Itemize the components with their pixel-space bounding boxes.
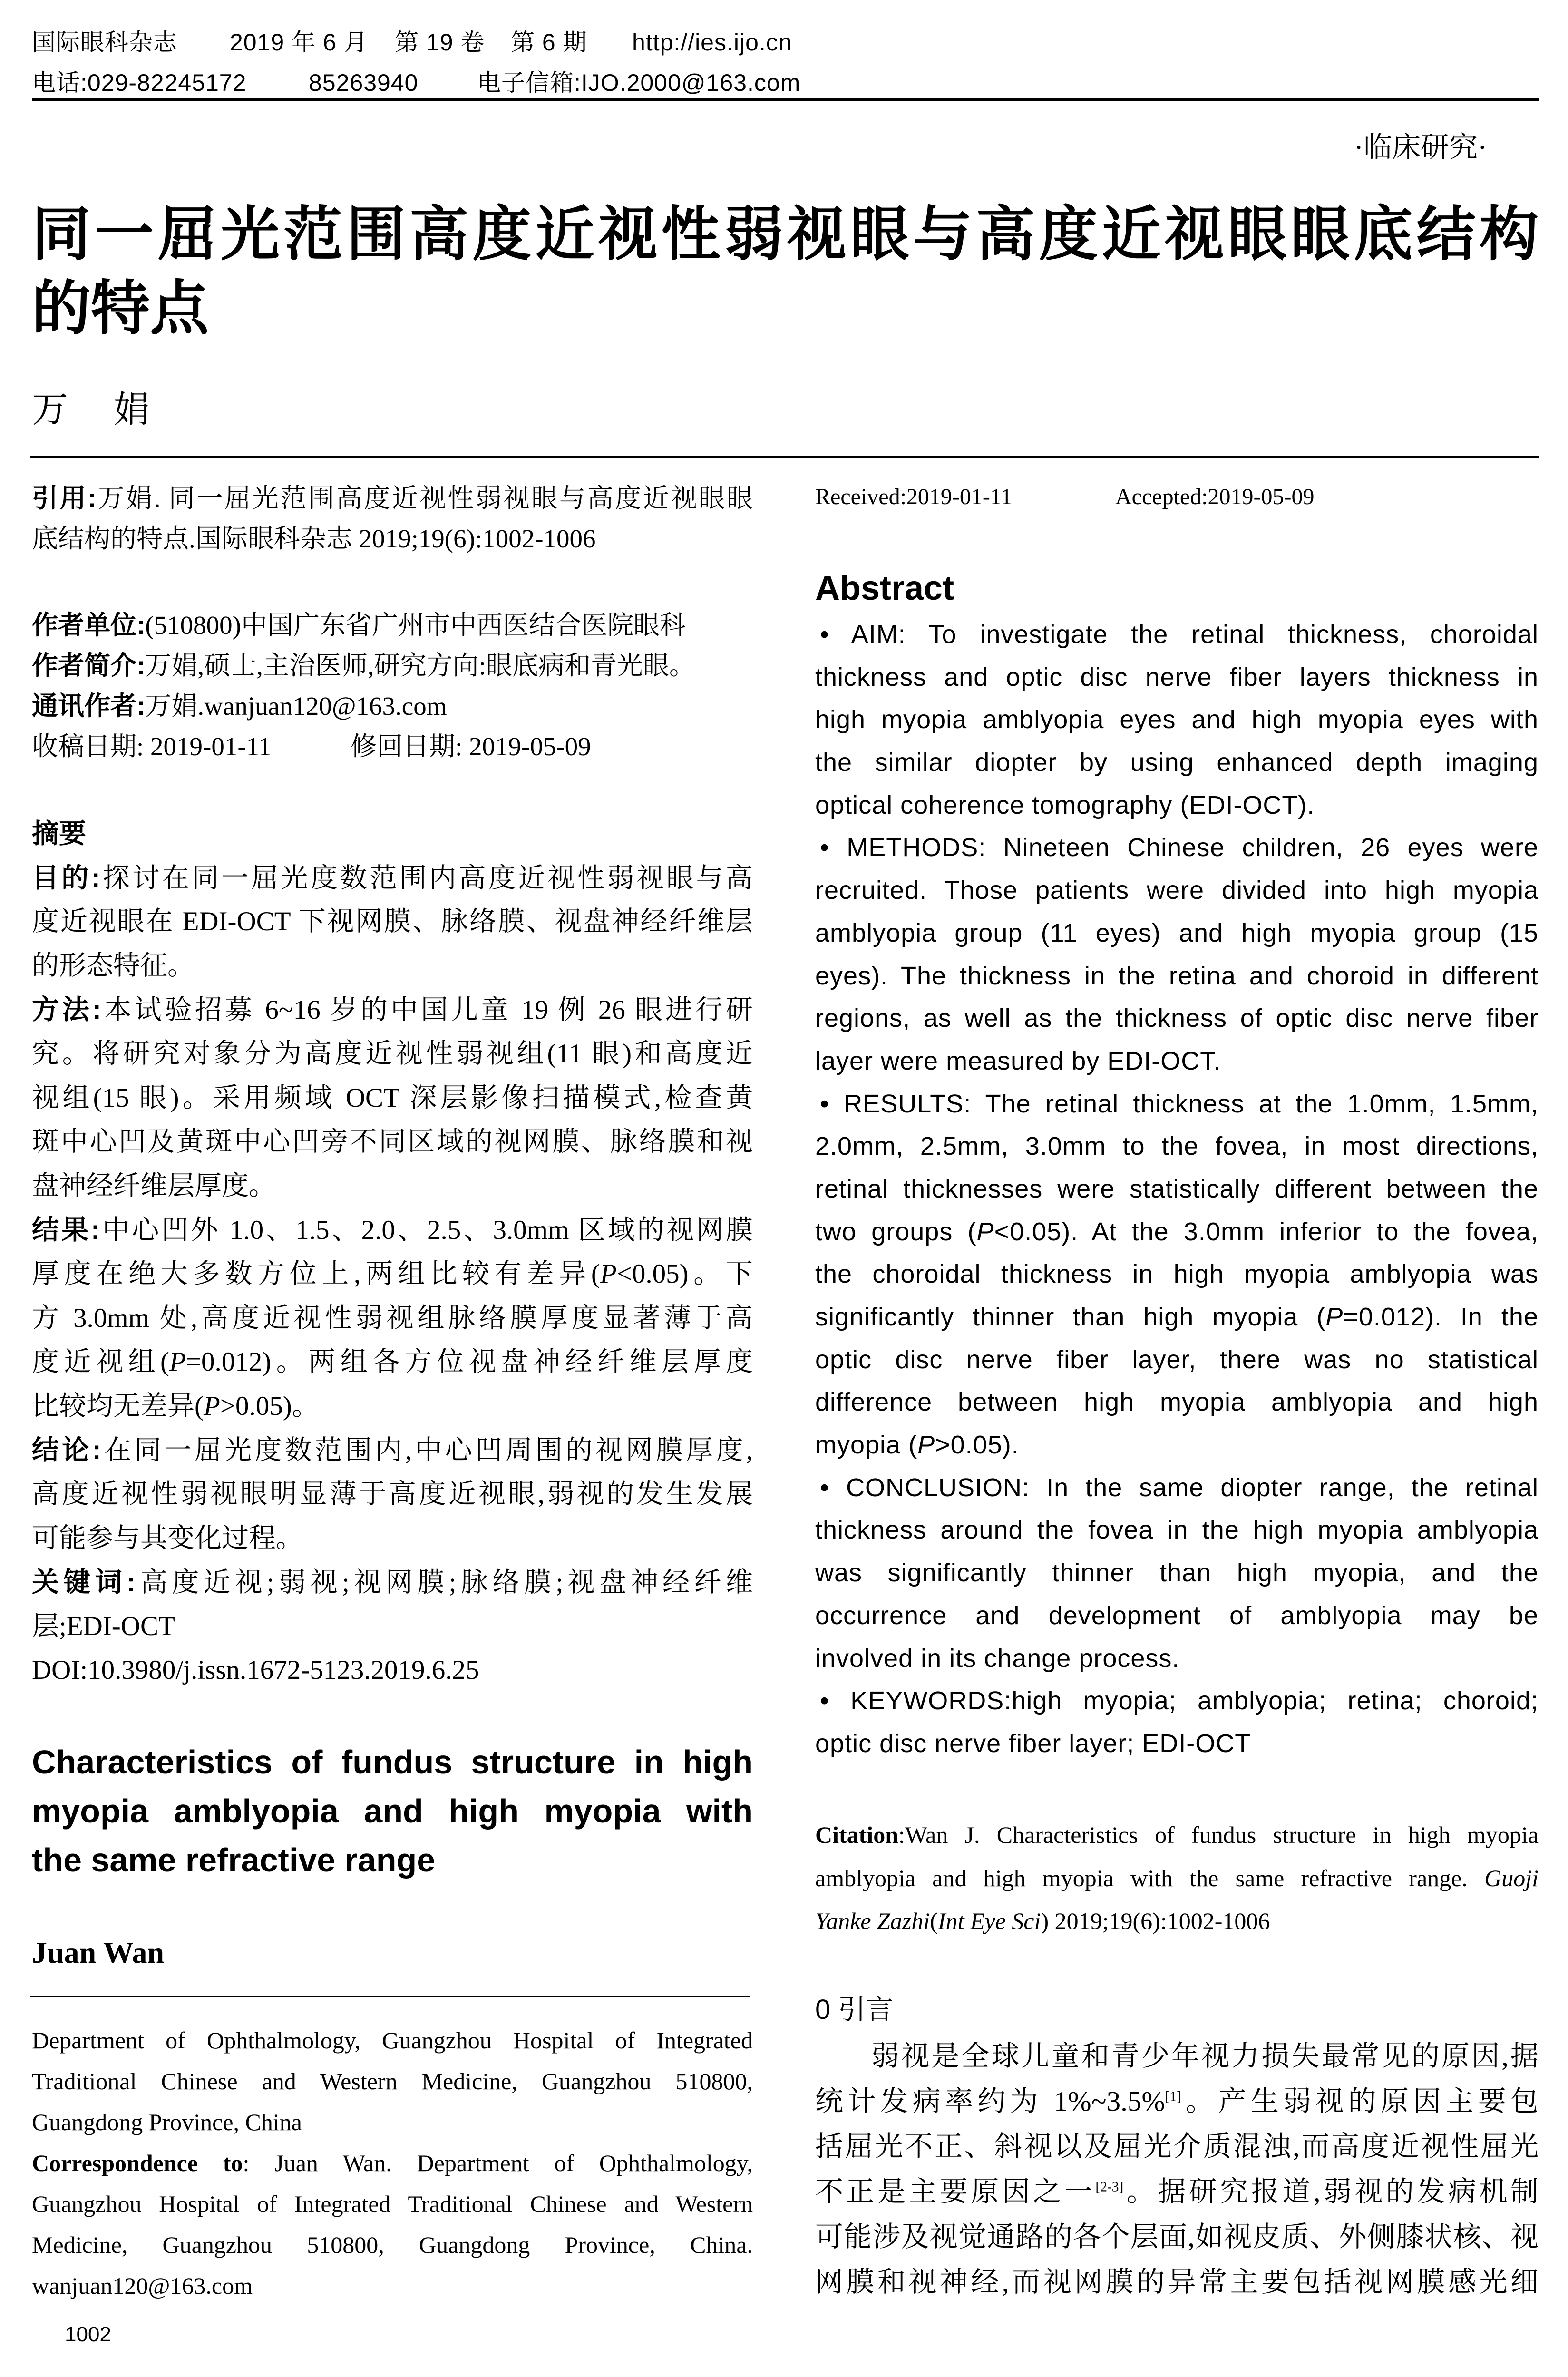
text-span: 视组(15 眼)。采用频域 OCT 深层影像扫描模式,检查黄 <box>32 1082 753 1113</box>
text-line <box>32 1605 753 1649</box>
text-span: optic disc nerve fiber layer; EDI-OCT <box>815 1729 1251 1758</box>
text-span: 探讨在同一屈光度数范围内高度近视性弱视眼与高 <box>100 863 753 893</box>
text-span: • METHODS: Nineteen Chinese children, 26 eyes were <box>820 833 1539 862</box>
journal-name: 国际眼科杂志 <box>32 29 177 56</box>
text-line <box>815 1552 1539 1595</box>
text-line <box>815 997 1539 1040</box>
text-span: 的特点 <box>32 276 209 341</box>
author-rule <box>30 456 1539 458</box>
italic-text: P <box>600 1258 617 1289</box>
text-line <box>32 477 753 518</box>
text-span: • AIM: To investigate the retinal thickness, choroidal <box>820 620 1539 649</box>
affiliation-rule <box>30 1996 750 1997</box>
text-span: optical coherence tomography (EDI-OCT). <box>815 790 1315 819</box>
text-line <box>815 2034 1539 2079</box>
text-line <box>32 1296 753 1341</box>
field-label: Correspondence to <box>32 2150 243 2176</box>
field-label: 引用: <box>32 483 97 513</box>
text-span: 厚度在绝大多数方位上,两组比较有差异( <box>32 1258 600 1289</box>
text-span: retinal thicknesses were statistically different between the <box>815 1174 1539 1203</box>
text-line <box>32 1120 753 1164</box>
field-label: 摘要 <box>32 818 86 849</box>
text-span: 收稿日期: 2019-01-11 <box>32 732 272 761</box>
text-line <box>32 2143 753 2183</box>
text-span: 。产生弱视的原因主要包 <box>1181 2085 1539 2117</box>
text-span: >0.05). <box>935 1431 1019 1460</box>
text-span: significantly thinner than high myopia ( <box>815 1303 1326 1331</box>
text-span: 究。将研究对象分为高度近视性弱视组(11 眼)和高度近 <box>32 1038 753 1069</box>
text-line <box>815 741 1539 784</box>
text-span: high myopia amblyopia eyes and high myopia eyes with <box>815 705 1539 734</box>
text-line <box>815 1680 1539 1723</box>
header-rule <box>32 98 1539 101</box>
text-span: 统计发病率约为 1%~3.5% <box>815 2085 1165 2117</box>
text-line <box>815 2124 1539 2169</box>
text-span: regions, as well as the thickness of optic disc nerve fiber <box>815 1004 1539 1033</box>
italic-text: P <box>1325 1303 1344 1331</box>
text-span: 比较均无差异( <box>32 1391 204 1421</box>
text-line <box>815 1381 1539 1424</box>
text-line <box>32 1428 753 1472</box>
text-line <box>32 645 753 686</box>
text-line <box>32 1517 753 1561</box>
text-span: 可能参与其变化过程。 <box>32 1523 303 1553</box>
text-line <box>32 1252 753 1296</box>
text-line <box>32 2183 753 2224</box>
text-line <box>32 1384 753 1429</box>
text-line <box>815 784 1539 827</box>
text-line <box>32 1472 753 1517</box>
text-line <box>815 699 1539 741</box>
contact-email: 电子信箱:IJO.2000@163.com <box>477 69 801 96</box>
author-en: Juan Wan <box>32 1936 165 1969</box>
text-span: was significantly thinner than high myopia, and the <box>815 1559 1539 1588</box>
text-span: Characteristics of fundus structure in high <box>32 1744 753 1781</box>
text-span: : Juan Wan. Department of Ophthalmology, <box>243 2150 753 2176</box>
text-line <box>815 1637 1539 1680</box>
text-line <box>815 1595 1539 1637</box>
title-line <box>32 197 1539 272</box>
text-span: 度近视组( <box>32 1347 170 1377</box>
text-span: 万娟.wanjuan120@163.com <box>145 692 447 721</box>
text-line <box>32 1076 753 1120</box>
text-line <box>815 477 1539 517</box>
text-span: 。据研究报道,弱视的发病机制 <box>1123 2176 1539 2207</box>
text-span: >0.05)。 <box>220 1391 319 1421</box>
text-line <box>32 2102 753 2143</box>
citation-cn <box>32 477 753 559</box>
text-span: optic disc nerve fiber layer, there was no statistical <box>815 1345 1539 1374</box>
article-title-en <box>32 1738 753 1885</box>
text-span: difference between high myopia amblyopia and high <box>815 1388 1539 1417</box>
text-span: thickness and optic disc nerve fiber layers thickness in <box>815 662 1539 692</box>
text-span: 网膜和视神经,而视网膜的异常主要包括视网膜感光细 <box>815 2266 1539 2298</box>
text-line <box>32 726 753 767</box>
field-label: 方法: <box>32 994 101 1025</box>
intro-body <box>815 2034 1539 2305</box>
text-span: • RESULTS: The retinal thickness at the 1.0mm, 1.5mm, <box>820 1089 1539 1118</box>
affiliation-en <box>32 2020 753 2306</box>
field-label: 结论: <box>32 1435 101 1466</box>
journal-url: http://ies.ijo.cn <box>632 29 792 56</box>
text-line <box>815 1813 1539 1857</box>
text-span: Guangdong Province, China <box>32 2109 302 2135</box>
text-span: Accepted:2019-05-09 <box>1115 484 1315 509</box>
reference-marker: [2-3] <box>1095 2179 1124 2195</box>
text-line <box>32 2061 753 2102</box>
title-line <box>32 1836 753 1885</box>
text-line <box>815 1467 1539 1510</box>
text-line <box>32 686 753 726</box>
text-span: 度近视眼在 EDI-OCT 下视网膜、脉络膜、视盘神经纤维层 <box>32 906 753 937</box>
text-span: the similar diopter by using enhanced depth imaging <box>815 748 1539 777</box>
text-line <box>815 2169 1539 2214</box>
text-span: Received:2019-01-11 <box>815 484 1013 509</box>
text-span: Traditional Chinese and Western Medicine, Guangzhou 510800, <box>32 2068 753 2094</box>
text-line <box>815 1339 1539 1382</box>
title-line <box>32 272 1539 346</box>
text-span: <0.05). At the 3.0mm inferior to the fovea, <box>994 1217 1539 1246</box>
text-line <box>815 1168 1539 1211</box>
text-line <box>815 955 1539 998</box>
text-span: myopia amblyopia and high myopia with <box>32 1792 753 1830</box>
text-span: • CONCLUSION: In the same diopter range, the retinal <box>820 1473 1539 1502</box>
field-label: 作者单位: <box>32 610 146 640</box>
text-line <box>32 1340 753 1384</box>
text-line <box>32 900 753 944</box>
italic-text: P <box>976 1217 994 1246</box>
text-line <box>32 2265 753 2306</box>
text-span: 斑中心凹及黄斑中心凹旁不同区域的视网膜、脉络膜和视 <box>32 1127 753 1157</box>
text-span: DOI:10.3980/j.issn.1672-5123.2019.6.25 <box>32 1655 479 1685</box>
text-line <box>815 614 1539 656</box>
italic-text: Guoji <box>1484 1864 1539 1891</box>
text-line <box>32 605 753 645</box>
phone-number: 电话:029-82245172 <box>32 69 247 96</box>
field-label: 目的: <box>32 862 100 893</box>
text-span: 高度近视;弱视;视网膜;脉络膜;视盘神经纤维 <box>136 1568 753 1598</box>
text-span: 不正是主要原因之一 <box>815 2176 1096 2207</box>
text-span: 同一屈光范围高度近视性弱视眼与高度近视眼眼底结构 <box>32 202 1539 267</box>
text-span: 层;EDI-OCT <box>32 1611 175 1641</box>
issue-number: 第 6 期 <box>511 29 587 56</box>
text-line <box>815 656 1539 699</box>
text-span: :Wan J. Characteristics of fundus structure in high myopia <box>898 1822 1539 1848</box>
page-number: 1002 <box>65 2323 111 2346</box>
text-span: the choroidal thickness in high myopia amblyopia was <box>815 1260 1539 1289</box>
text-span: recruited. Those patients were divided into high myopia <box>815 876 1539 905</box>
text-span: layer were measured by EDI-OCT. <box>815 1046 1221 1075</box>
section-tag: ·临床研究· <box>1354 132 1487 163</box>
text-span: 本试验招募 6~16 岁的中国儿童 19 例 26 眼进行研 <box>101 995 753 1025</box>
text-span: amblyopia group (11 eyes) and high myopia group (15 <box>815 918 1539 947</box>
received-accepted <box>815 477 1539 517</box>
citation-en <box>815 1813 1539 1943</box>
text-span: ( <box>930 1908 938 1934</box>
text-span: eyes). The thickness in the retina and choroid in different <box>815 961 1539 990</box>
text-span: 盘神经纤维层厚度。 <box>32 1170 276 1201</box>
text-span: amblyopia and high myopia with the same refractive range. <box>815 1864 1485 1891</box>
title-line <box>32 1787 753 1836</box>
text-line <box>815 2214 1539 2260</box>
field-label: 关键词: <box>32 1567 136 1598</box>
text-line <box>815 1125 1539 1168</box>
abstract-cn <box>32 812 753 1693</box>
text-line <box>32 1032 753 1076</box>
text-span: 的形态特征。 <box>32 950 195 981</box>
text-line <box>815 1900 1539 1943</box>
text-line <box>815 1253 1539 1296</box>
text-span: 弱视是全球儿童和青少年视力损失最常见的原因,据 <box>871 2040 1539 2072</box>
text-line <box>32 2224 753 2265</box>
italic-text: Int Eye Sci <box>937 1908 1041 1934</box>
text-line <box>815 1424 1539 1467</box>
text-span: 万娟. 同一屈光范围高度近视性弱视眼与高度近视眼眼 <box>96 484 753 513</box>
text-span: 2.0mm, 2.5mm, 3.0mm to the fovea, in most directions, <box>815 1132 1539 1161</box>
text-line <box>815 1083 1539 1126</box>
text-line <box>815 1040 1539 1083</box>
text-span: 底结构的特点.国际眼科杂志 2019;19(6):1002-1006 <box>32 524 596 553</box>
text-line <box>815 827 1539 869</box>
text-span: 可能涉及视觉通路的各个层面,如视皮质、外侧膝状核、视 <box>815 2221 1539 2252</box>
issue-date: 2019 年 6 月 <box>230 29 368 56</box>
text-line <box>815 1509 1539 1552</box>
text-span: the same refractive range <box>32 1841 436 1879</box>
italic-text: P <box>203 1391 220 1421</box>
abstract-en <box>815 614 1539 1765</box>
text-line <box>815 1723 1539 1765</box>
author-cn: 万 娟 <box>32 390 155 430</box>
text-span: two groups ( <box>815 1217 977 1246</box>
text-span: =0.012). In the <box>1343 1303 1539 1331</box>
text-line <box>32 1560 753 1605</box>
text-line <box>815 1857 1539 1900</box>
title-line <box>32 1738 753 1787</box>
field-label: 作者简介: <box>32 651 146 680</box>
text-span: (510800)中国广东省广州市中西医结合医院眼科 <box>145 611 686 640</box>
text-line <box>32 518 753 559</box>
text-span: Medicine, Guangzhou 510800, Guangdong Province, China. <box>32 2231 753 2258</box>
author-info <box>32 605 753 767</box>
text-span: wanjuan120@163.com <box>32 2272 253 2299</box>
text-span: • KEYWORDS:high myopia; amblyopia; retina; choroid; <box>820 1686 1539 1715</box>
field-label: 通讯作者: <box>32 691 146 721</box>
text-span: Department of Ophthalmology, Guangzhou Hospital of Integrated <box>32 2027 753 2054</box>
text-line <box>815 2260 1539 2305</box>
volume-number: 第 19 卷 <box>395 29 485 56</box>
text-span: 高度近视性弱视眼明显薄于高度近视眼,弱视的发生发展 <box>32 1479 753 1509</box>
text-line <box>32 2020 753 2061</box>
text-span: 方 3.0mm 处,高度近视性弱视组脉络膜厚度显著薄于高 <box>32 1303 753 1333</box>
text-line <box>815 912 1539 955</box>
text-line <box>815 1296 1539 1339</box>
intro-heading: 0 引言 <box>815 1994 894 2025</box>
phone-number-2: 85263940 <box>309 69 419 96</box>
text-span: occurrence and development of amblyopia may be <box>815 1601 1539 1630</box>
text-line <box>32 988 753 1032</box>
field-label: 结果: <box>32 1215 100 1246</box>
reference-marker: [1] <box>1165 2089 1181 2104</box>
text-span: Guangzhou Hospital of Integrated Traditional Chinese and Western <box>32 2191 753 2217</box>
text-line <box>32 1208 753 1252</box>
article-title-cn <box>32 197 1539 346</box>
text-span: 在同一屈光度数范围内,中心凹周围的视网膜厚度, <box>101 1435 753 1466</box>
text-span: =0.012)。两组各方位视盘神经纤维层厚度 <box>185 1347 753 1377</box>
text-line <box>32 1648 753 1693</box>
text-span: myopia ( <box>815 1431 918 1460</box>
text-line <box>815 2079 1539 2124</box>
text-line <box>32 812 753 856</box>
abstract-en-heading: Abstract <box>815 569 954 607</box>
field-label: Citation <box>815 1822 898 1848</box>
text-line <box>32 944 753 988</box>
italic-text: Yanke Zazhi <box>815 1908 930 1934</box>
text-span: <0.05)。下 <box>616 1258 753 1289</box>
italic-text: P <box>917 1431 935 1460</box>
text-span: thickness around the fovea in the high myopia amblyopia <box>815 1516 1539 1545</box>
text-line <box>815 1211 1539 1254</box>
text-line <box>32 1164 753 1208</box>
text-line <box>815 869 1539 912</box>
text-span: involved in its change process. <box>815 1644 1180 1673</box>
italic-text: P <box>169 1347 186 1377</box>
text-span: 中心凹外 1.0、1.5、2.0、2.5、3.0mm 区域的视网膜 <box>100 1215 753 1246</box>
text-span: ) 2019;19(6):1002-1006 <box>1041 1908 1270 1934</box>
text-span: 修回日期: 2019-05-09 <box>351 732 591 761</box>
text-span: 括屈光不正、斜视以及屈光介质混浊,而高度近视性屈光 <box>815 2131 1539 2162</box>
text-line <box>32 856 753 900</box>
text-span: 万娟,硕士,主治医师,研究方向:眼底病和青光眼。 <box>145 651 695 680</box>
